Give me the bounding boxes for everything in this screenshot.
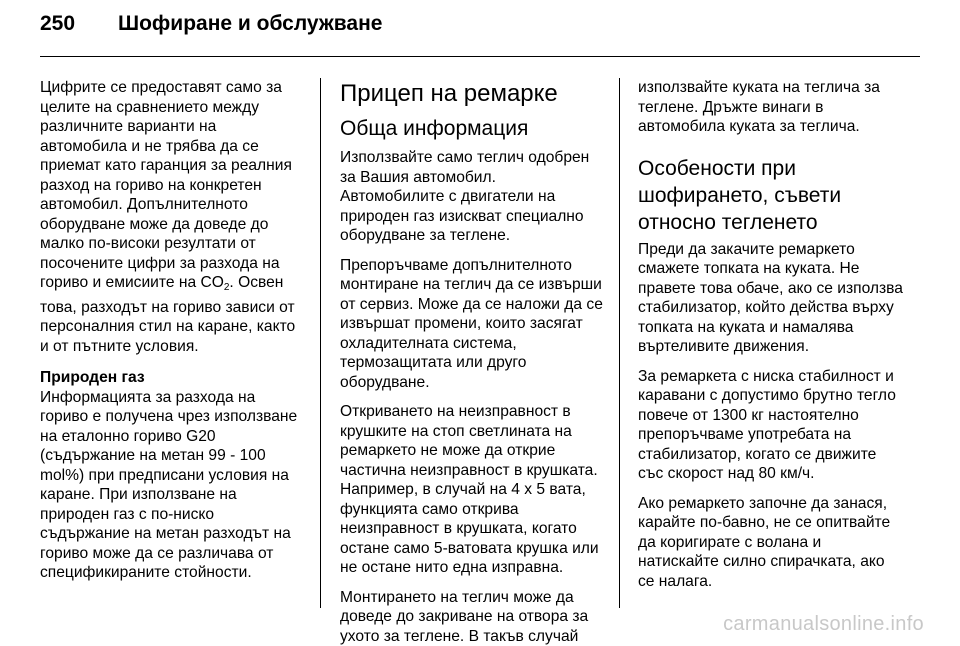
column-divider-2: [619, 78, 620, 608]
chapter-title: Шофиране и обслужване: [118, 12, 382, 36]
column-2: [340, 80, 605, 646]
column-divider-1: [320, 78, 321, 608]
towing-eye-paragraph: Монтирането на теглич може да доведе до закриване на отвора за ухото за теглене. В такъв случай: [340, 588, 605, 646]
natural-gas-paragraph: Информацията за разхода на гориво е получена чрез използване на еталонно гориво G20 (съдържание на метан 99 - 100 mol%) при предписани условия на каране. При използване на природен газ с по-ниско съдържание на метан разходът на гориво може да се различава от спецификираните стойности.: [40, 388, 306, 583]
watermark: carmanualsonline.info: [723, 613, 924, 636]
section-title: Прицеп на ремарке: [340, 80, 605, 108]
column-1: [40, 78, 306, 595]
natural-gas-subheading: Природен газ: [40, 368, 306, 388]
general-info-heading: Обща информация: [340, 116, 605, 142]
co2-subscript: 2: [224, 282, 230, 293]
snaking-paragraph: Ако ремаркето започне да занася, карайте по-бавно, не се опитвайте да коригирате с волана и натискайте силно спирачката, ако се налага.: [638, 494, 904, 592]
page-number: 250: [40, 12, 75, 36]
page-header: [40, 12, 920, 42]
towbar-paragraph-1: Използвайте само теглич одобрен за Вашия автомобил.: [340, 148, 605, 187]
bulb-detection-paragraph: Откриването на неизправност в крушките на стоп светлината на ремаркето не може да открие частична неизправност в крушката. Например, в случай на 4 x 5 вата, функцията само открива неизправност в крушката, когато остане само 5-ватовата крушка или не остане нито една изправна.: [340, 402, 605, 578]
lubricate-paragraph: Преди да закачите ремаркето смажете топката на куката. Не правете това обаче, ако се използва стабилизатор, който действа върху топката на куката и намалява въртеливите движения.: [638, 240, 904, 357]
stabiliser-paragraph: За ремаркета с ниска стабилност и каравани с допустимо брутно тегло повече от 1300 кг настоятелно препоръчваме употребата на стабилизатор, когато се движите със скорост над 80 км/ч.: [638, 367, 904, 484]
towbar-install-paragraph: Препоръчваме допълнителното монтиране на теглич да се извърши от сервиз. Може да се наложи да се извършат промени, които засягат охладителната система, термозащитата или друго оборудване.: [340, 256, 605, 393]
towbar-paragraph-2: Автомобилите с двигатели на природен газ изискват специално оборудване за теглене.: [340, 187, 605, 246]
towbar-hook-paragraph: използвайте куката на теглича за теглене. Дръжте винаги в автомобила куката за теглича.: [638, 78, 904, 137]
column-3: [638, 78, 904, 591]
header-rule: [40, 56, 920, 57]
driving-tips-heading: Особености при шофирането, съвети относно тегленето: [638, 155, 904, 236]
fuel-consumption-paragraph: Цифрите се предоставят само за целите на сравнението между различните варианти на автомобила и не трябва да се приемат като гаранция за реалния разход на гориво на конкретен автомобил. Допълнителното оборудване може да доведе до малко по-високи резултати от посочените цифри за разхода на гориво и емисиите на CO2. Освен това, разходът на гориво зависи от персоналния стил на каране, както и от пътните условия.: [40, 78, 306, 356]
